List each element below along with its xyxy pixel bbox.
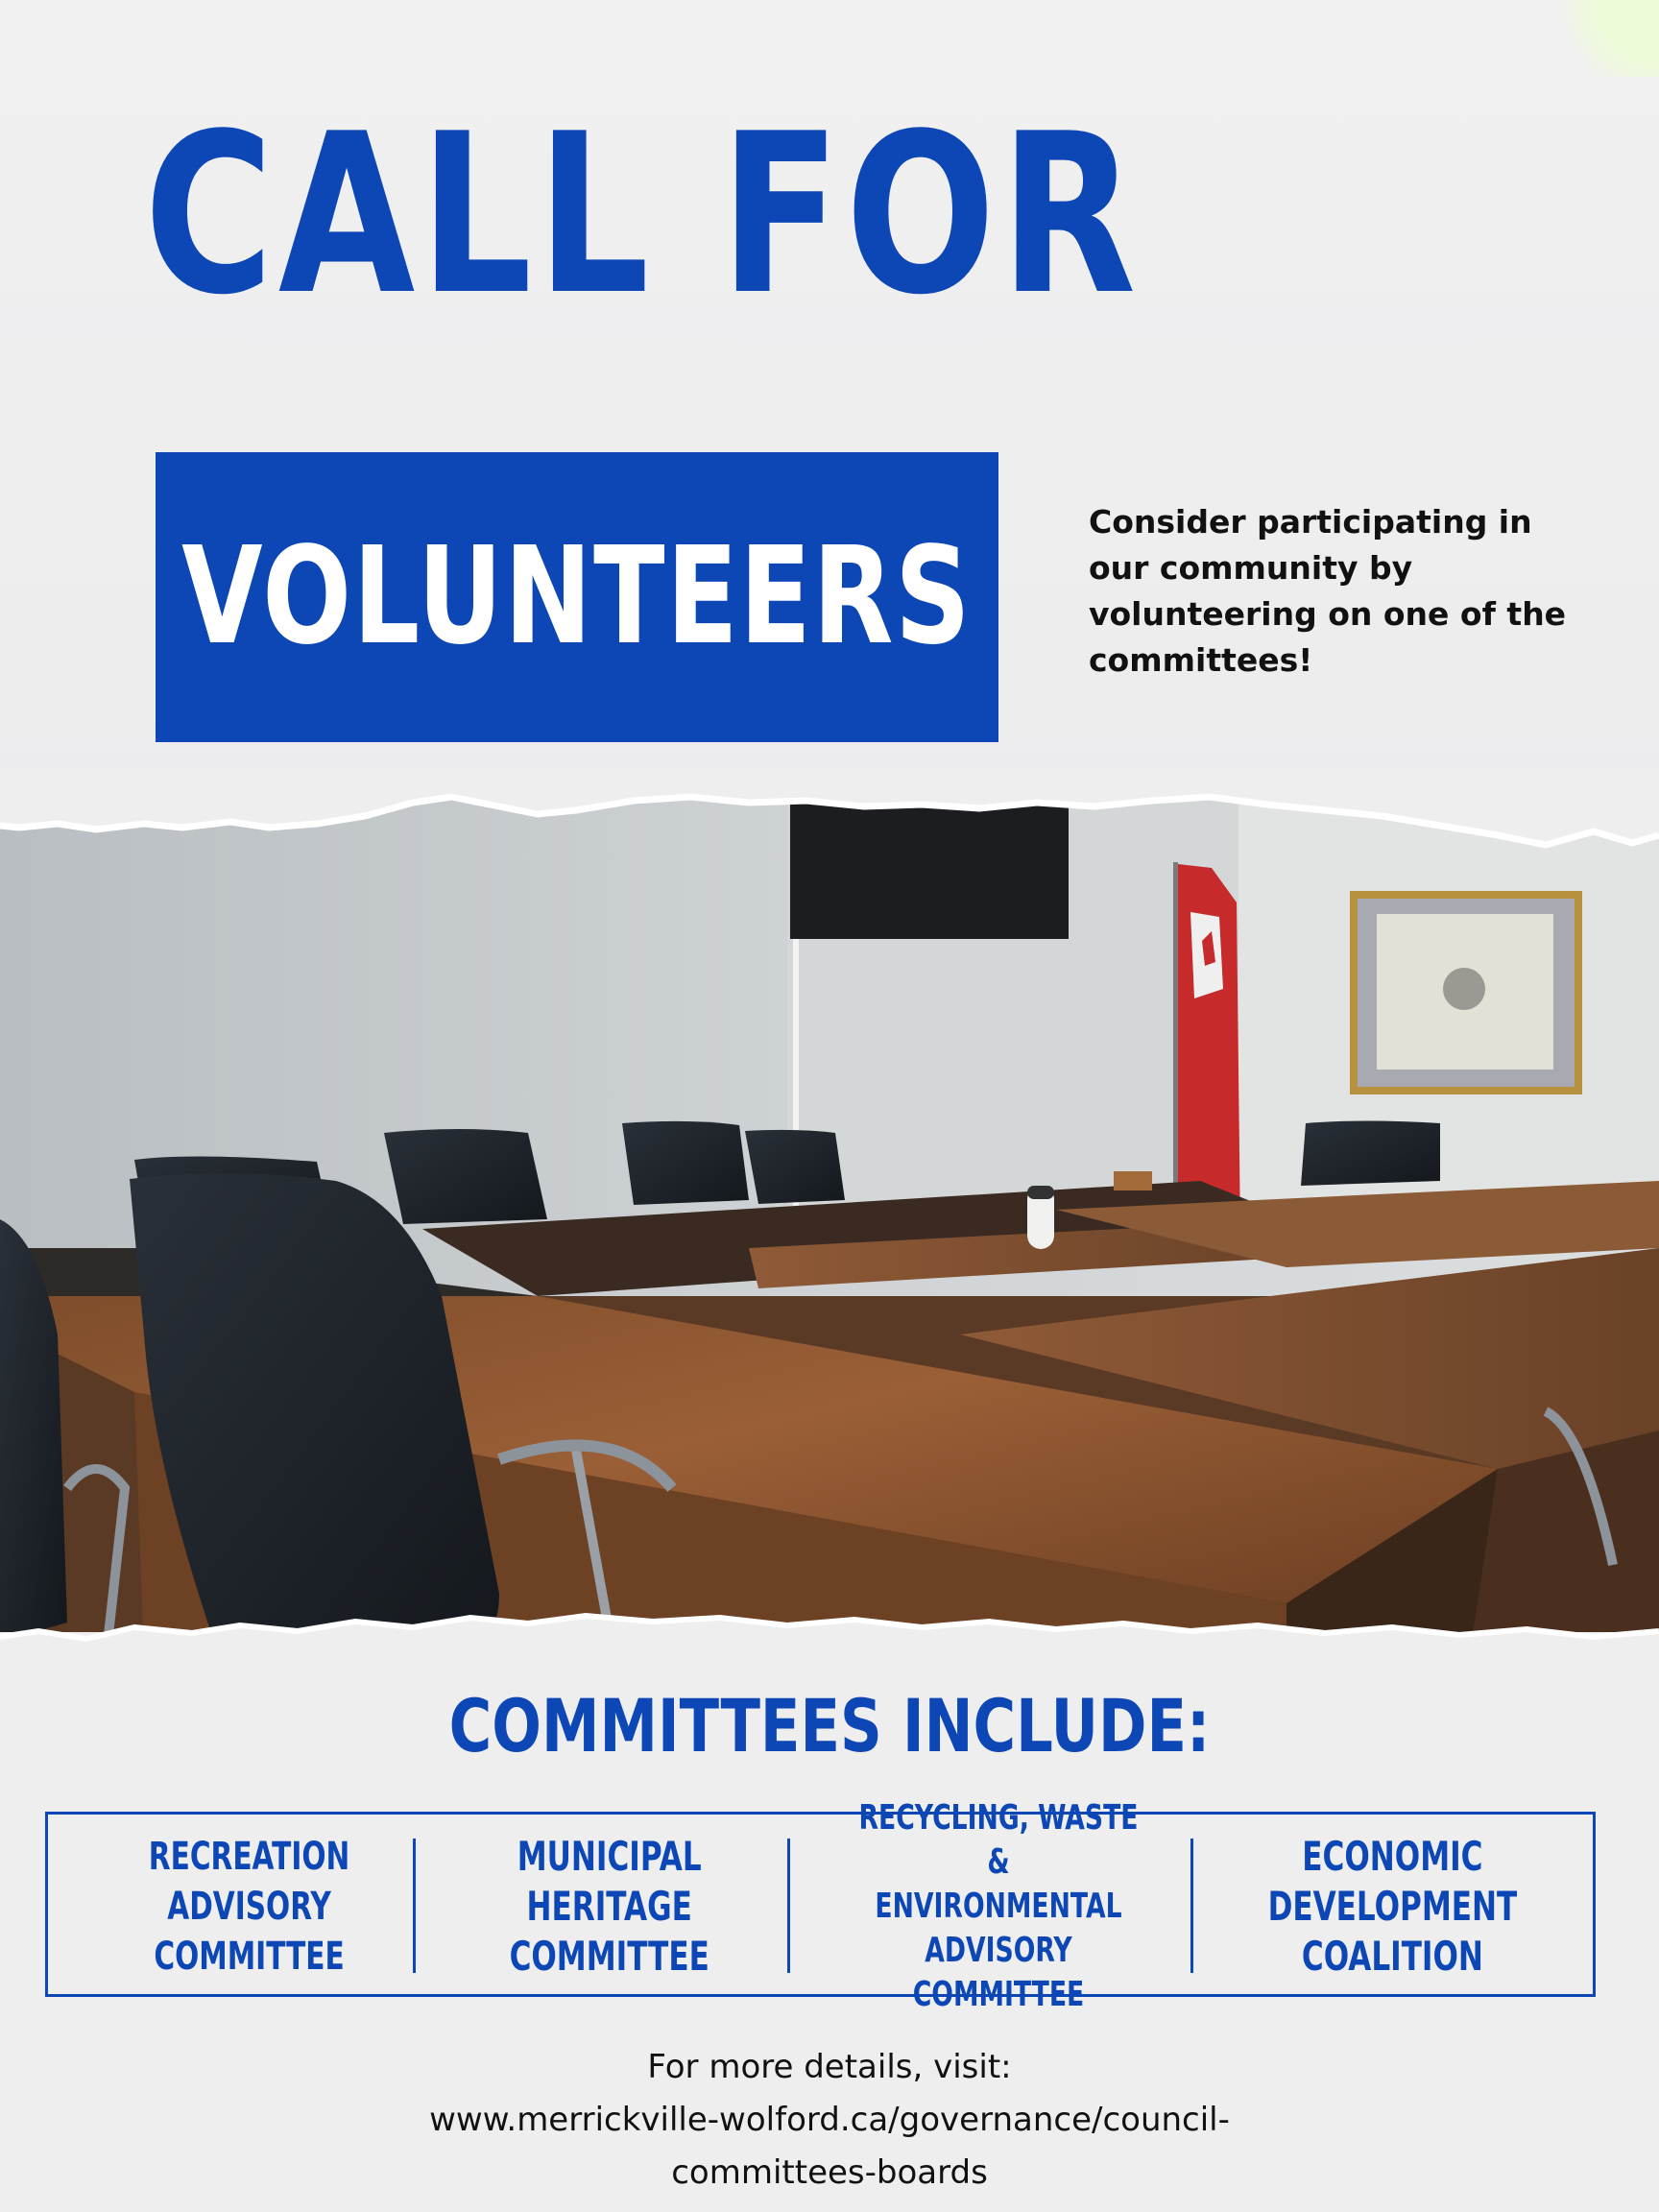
committees-heading: COMMITTEES INCLUDE:	[448, 1683, 1211, 1768]
committees-list	[45, 1797, 1596, 2014]
committee-economic-development	[1210, 1832, 1575, 1981]
volunteers-banner	[156, 452, 998, 742]
intro-text: Consider participating in our community by volunteering on one of the committees!	[1089, 503, 1567, 679]
committee-divider	[413, 1839, 416, 1973]
committee-name: ECONOMIC DEVELOPMENT COALITION	[1267, 1832, 1517, 1980]
committee-recycling-waste-environmental	[797, 1797, 1200, 2014]
torn-paper-edge-bottom	[0, 1589, 1659, 1675]
footer	[0, 2041, 1659, 2200]
committee-divider	[787, 1839, 790, 1973]
footer-line-1: For more details, visit:	[647, 2048, 1012, 2086]
volunteers-text: VOLUNTEERS	[181, 518, 973, 675]
headline: CALL FOR	[144, 87, 1142, 344]
footer-link-line-2[interactable]: www.merrickville-wolford.ca/governance/council-	[429, 2101, 1230, 2139]
committee-municipal-heritage	[432, 1832, 787, 1981]
committee-divider	[1190, 1839, 1193, 1973]
footer-link-line-3[interactable]: committees-boards	[671, 2153, 988, 2192]
committee-name: MUNICIPAL HERITAGE COMMITTEE	[509, 1832, 710, 1980]
corner-tint	[1544, 0, 1659, 77]
committee-name: RECYCLING, WASTE & ENVIRONMENTAL ADVISORY COMMITTEE	[858, 1797, 1139, 2014]
torn-paper-edge-top	[0, 768, 1659, 874]
council-meeting-room-photo	[0, 797, 1659, 1661]
committee-name: RECREATION ADVISORY COMMITTEE	[149, 1834, 350, 1979]
committee-recreation-advisory	[86, 1832, 413, 1981]
